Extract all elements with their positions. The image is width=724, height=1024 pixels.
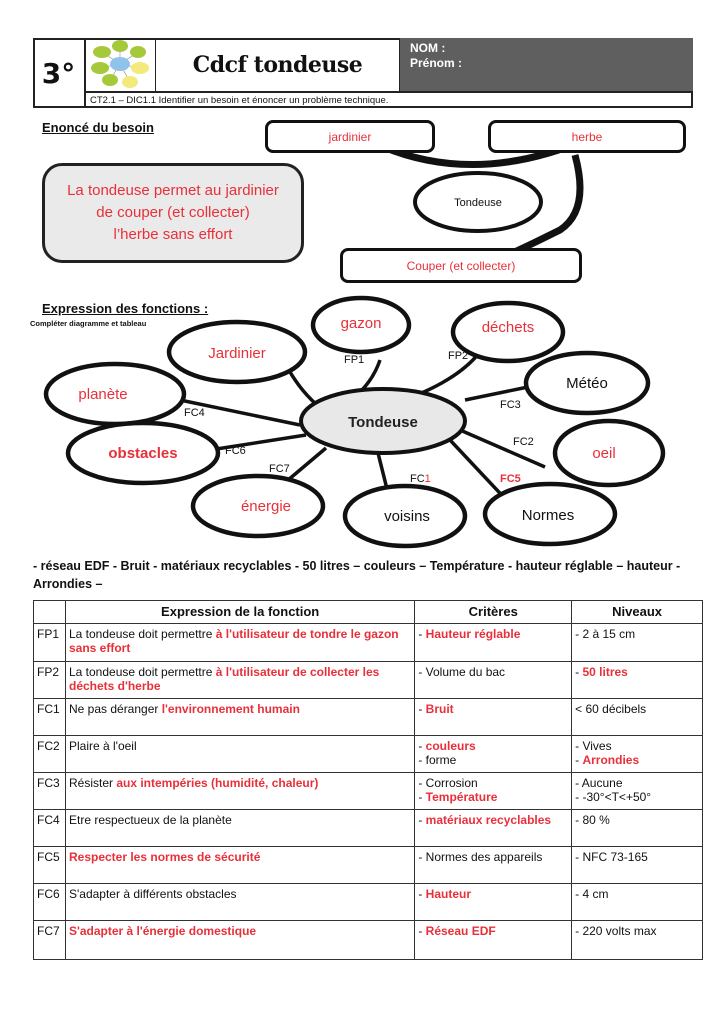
criteria-text: - Corrosion — [418, 776, 478, 790]
need-statement-line: l’herbe sans effort — [113, 226, 233, 243]
link-label-fc1-prefix: FC — [410, 473, 425, 485]
functions-section-title: Expression des fonctions : — [42, 301, 209, 316]
level-text: - 220 volts max — [575, 924, 657, 938]
center-label: Tondeuse — [348, 414, 418, 431]
criteria-line — [418, 776, 568, 790]
function-expression — [65, 736, 414, 773]
function-expression — [65, 662, 414, 699]
level-line — [575, 702, 699, 716]
table-row — [34, 810, 703, 847]
level-text: < 60 décibels — [575, 702, 647, 716]
link-label-fc3: FC3 — [500, 399, 521, 411]
table-header-row — [34, 601, 703, 624]
functions-table — [33, 600, 703, 960]
level-cell — [572, 699, 703, 736]
level-answer: Arrondies — [582, 753, 640, 767]
expression-text: Ne pas déranger — [68, 702, 162, 716]
node-energie-label: énergie — [240, 498, 292, 515]
function-expression — [65, 847, 414, 884]
level-cell — [572, 810, 703, 847]
function-id: FC2 — [34, 736, 66, 773]
expression-answer: à l'utilisateur de collecter les déchets d'herbe — [68, 665, 380, 693]
criteria-answer: Température — [425, 790, 498, 804]
function-id: FC6 — [34, 884, 66, 921]
competency-line: CT2.1 – DIC1.1 Identifier un besoin et énoncer un problème technique. — [86, 91, 693, 108]
criteria-line — [418, 850, 568, 864]
user-box: jardinier — [265, 120, 435, 153]
table-row — [34, 662, 703, 699]
node-jardinier-label: Jardinier — [208, 345, 266, 362]
criteria-cell — [415, 662, 572, 699]
node-voisins-label: voisins — [384, 508, 430, 525]
need-statement-line: de couper (et collecter) — [96, 204, 250, 221]
need-statement-box — [42, 163, 304, 263]
word-list — [33, 557, 703, 593]
need-section-title: Enoncé du besoin — [42, 120, 154, 135]
function-id: FC5 — [34, 847, 66, 884]
table-row — [34, 773, 703, 810]
function-id: FP1 — [34, 624, 66, 662]
node-oeil-label: oeil — [592, 445, 616, 462]
table-row — [34, 884, 703, 921]
level-cell — [572, 773, 703, 810]
criteria-line — [418, 702, 568, 716]
link-label-fc4: FC4 — [184, 407, 205, 419]
criteria-text: - — [418, 739, 426, 753]
node-planete-label: planète — [78, 386, 128, 403]
mindmap-logo-icon — [86, 38, 154, 90]
level-cell — [572, 662, 703, 699]
level-line — [575, 790, 699, 804]
expression-text: La tondeuse doit permettre — [68, 665, 216, 679]
name-label: NOM : — [410, 41, 446, 55]
octopus-diagram — [0, 290, 724, 550]
criteria-cell — [415, 847, 572, 884]
criteria-cell — [415, 773, 572, 810]
criteria-line — [418, 627, 568, 641]
instruction-text: Compléter diagramme et tableau — [30, 319, 147, 328]
level-cell — [572, 847, 703, 884]
table-row — [34, 736, 703, 773]
level-line — [575, 665, 699, 679]
level-line — [575, 739, 699, 753]
header-criteria: Critères — [415, 601, 572, 624]
function-id: FC1 — [34, 699, 66, 736]
criteria-cell — [415, 624, 572, 662]
node-obstacles-label: obstacles — [108, 445, 178, 462]
expression-answer: à l'utilisateur de tondre le gazon sans effort — [68, 627, 399, 655]
function-expression — [65, 921, 414, 960]
expression-text: La tondeuse doit permettre — [68, 627, 216, 641]
criteria-cell — [415, 810, 572, 847]
link-label-fc1-suffix: 1 — [424, 473, 431, 485]
level-text: - — [575, 753, 583, 767]
table-row — [34, 847, 703, 884]
need-statement-line: La tondeuse permet au jardinier — [67, 182, 279, 199]
expression-answer: l'environnement humain — [161, 702, 300, 716]
criteria-cell — [415, 736, 572, 773]
criteria-text: - Normes des appareils — [418, 850, 543, 864]
criteria-text: - — [418, 702, 426, 716]
link-label-fc1 — [410, 473, 431, 485]
level-line — [575, 753, 699, 767]
criteria-text: - — [418, 813, 426, 827]
link-label-fp2: FP2 — [448, 350, 469, 362]
expression-answer: aux intempéries (humidité, chaleur) — [116, 776, 319, 790]
level-line — [575, 924, 699, 938]
firstname-label: Prénom : — [410, 56, 463, 70]
criteria-text: - — [418, 887, 426, 901]
header-id — [34, 601, 66, 624]
criteria-line — [418, 813, 568, 827]
function-id: FP2 — [34, 662, 66, 699]
function-expression — [65, 773, 414, 810]
node-gazon-label: gazon — [340, 315, 382, 332]
expression-answer: S'adapter à l'énergie domestique — [68, 924, 257, 938]
level-line — [575, 850, 699, 864]
link-label-fc2: FC2 — [513, 436, 534, 448]
criteria-line — [418, 887, 568, 901]
level-text: - 4 cm — [575, 887, 609, 901]
criteria-answer: Hauteur réglable — [425, 627, 521, 641]
level-text: - NFC 73-165 — [575, 850, 648, 864]
expression-text: Etre respectueux de la planète — [68, 813, 232, 827]
function-id: FC4 — [34, 810, 66, 847]
criteria-text: - — [418, 790, 426, 804]
expression-answer: Respecter les normes de sécurité — [68, 850, 261, 864]
link-label-fp1: FP1 — [344, 354, 365, 366]
level-line — [575, 813, 699, 827]
criteria-text: - Volume du bac — [418, 665, 506, 679]
target-box: herbe — [488, 120, 686, 153]
function-id: FC3 — [34, 773, 66, 810]
level-text: - — [575, 665, 583, 679]
logo-image — [86, 38, 156, 91]
level-line — [575, 887, 699, 901]
link-label-fc5: FC5 — [500, 473, 521, 485]
criteria-line — [418, 753, 568, 767]
criteria-text: - forme — [418, 753, 457, 767]
level-text: - Vives — [575, 739, 612, 753]
word-list-line: - réseau EDF - Bruit - matériaux recyclables - 50 litres – couleurs – Température - hauteur réglable – hauteur - — [33, 559, 681, 573]
level-text: - 2 à 15 cm — [575, 627, 636, 641]
criteria-line — [418, 790, 568, 804]
node-dechets-label: déchets — [481, 319, 535, 336]
table-row — [34, 921, 703, 960]
criteria-answer: Réseau EDF — [425, 924, 496, 938]
criteria-answer: Bruit — [425, 702, 454, 716]
expression-text: S'adapter à différents obstacles — [68, 887, 237, 901]
level-cell — [572, 921, 703, 960]
header-expression: Expression de la fonction — [65, 601, 414, 624]
table-row — [34, 624, 703, 662]
header-levels: Niveaux — [572, 601, 703, 624]
function-id: FC7 — [34, 921, 66, 960]
level-text: - -30°<T<+50° — [575, 790, 652, 804]
criteria-line — [418, 665, 568, 679]
criteria-answer: Hauteur — [425, 887, 472, 901]
expression-text: Résister — [68, 776, 117, 790]
level-text: - 80 % — [575, 813, 610, 827]
criteria-text: - — [418, 924, 426, 938]
page-title: Cdcf tondeuse — [156, 38, 400, 91]
criteria-cell — [415, 699, 572, 736]
level-cell — [572, 736, 703, 773]
function-expression — [65, 810, 414, 847]
criteria-answer: matériaux recyclables — [425, 813, 552, 827]
criteria-answer: couleurs — [425, 739, 476, 753]
level-answer: 50 litres — [582, 665, 628, 679]
expression-text: Plaire à l'oeil — [68, 739, 137, 753]
criteria-text: - — [418, 627, 426, 641]
function-expression — [65, 624, 414, 662]
criteria-line — [418, 739, 568, 753]
function-expression — [65, 699, 414, 736]
criteria-line — [418, 924, 568, 938]
function-expression — [65, 884, 414, 921]
level-cell — [572, 884, 703, 921]
node-meteo-label: Météo — [566, 375, 608, 392]
purpose-box: Couper (et collecter) — [340, 248, 582, 283]
grade-level: 3° — [33, 38, 86, 108]
link-label-fc7: FC7 — [269, 463, 290, 475]
node-normes-label: Normes — [521, 507, 575, 524]
word-list-line: Arrondies – — [33, 577, 103, 591]
student-identity-block — [400, 38, 693, 91]
table-row — [34, 699, 703, 736]
criteria-cell — [415, 921, 572, 960]
link-label-fc6: FC6 — [225, 445, 246, 457]
level-text: - Aucune — [575, 776, 623, 790]
criteria-cell — [415, 884, 572, 921]
level-cell — [572, 624, 703, 662]
level-line — [575, 627, 699, 641]
product-label: Tondeuse — [454, 197, 502, 209]
level-line — [575, 776, 699, 790]
